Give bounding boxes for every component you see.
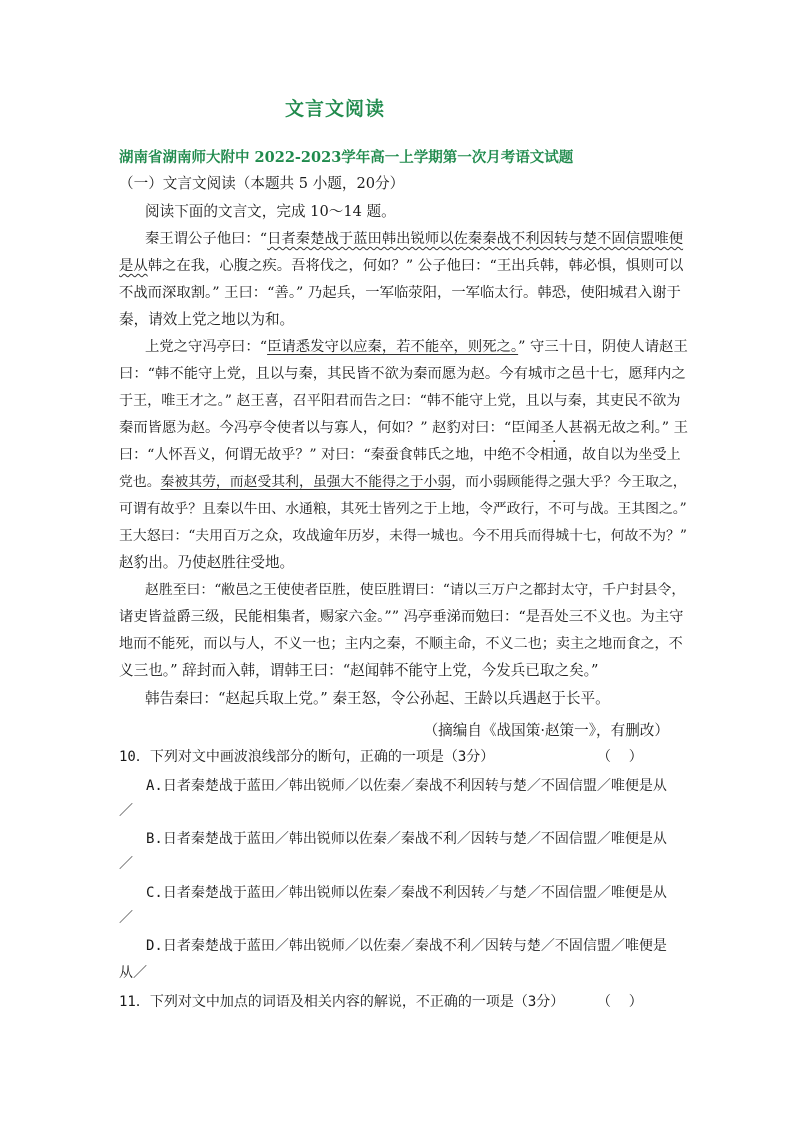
option-b-continued: ／ bbox=[119, 856, 133, 872]
passage-text: 秦王谓公子他曰：“ bbox=[145, 231, 268, 247]
passage-line: 地而不能死，而以与人，不义一也；主内之秦，不顺主命，不义二也；卖主之地而食之，不 bbox=[119, 636, 683, 652]
wavy-underlined-text: 日者秦楚战于蓝田韩出锐师以佐秦秦战不利因转与楚不固信盟唯便 bbox=[267, 231, 684, 247]
answer-blank: （ ） bbox=[597, 994, 643, 1010]
passage-text: ” 守三十日，阴使人请赵王 bbox=[518, 339, 688, 355]
option-b: B.日者秦楚战于蓝田／韩出锐师以佐秦／秦战不利／因转与楚／不固信盟／唯便是从 bbox=[146, 831, 667, 847]
wavy-underlined-text: 是从 bbox=[119, 258, 148, 274]
passage-text: 甚祸无故之利。” 王 bbox=[568, 420, 689, 436]
passage-line: 曰：“韩不能守上党，且以与秦，其民皆不欲为秦而愿为赵。今有城市之邑十七，愿拜内之 bbox=[119, 366, 686, 382]
question-10-stem: 10．下列对文中画波浪线部分的断句，正确的一项是（3分） bbox=[119, 749, 495, 765]
answer-blank: （ ） bbox=[597, 749, 643, 765]
passage-line bbox=[145, 337, 688, 357]
passage-text: ，而小弱顾能得之强大乎？今王取之， bbox=[451, 474, 687, 490]
passage-text: 韩之在我，心腹之疾。吾将伐之，何如？” 公子他曰：“王出兵韩，韩必惧，惧则可以 bbox=[147, 258, 684, 274]
option-c-continued: ／ bbox=[119, 910, 133, 926]
passage-text: 党也。 bbox=[119, 474, 161, 490]
underlined-text: 臣请悉发守以应秦，若不能卒，则死之。 bbox=[267, 339, 519, 355]
question-11-stem: 11．下列对文中加点的词语及相关内容的解说，不正确的一项是（3分） bbox=[119, 994, 565, 1010]
section-heading: （一）文言文阅读（本题共 5 小题，20分） bbox=[119, 175, 405, 192]
passage-line: 曰：“人怀吾义，何谓无故乎？” 对曰：“秦蚕食韩氏之地，中绝不令相通，故自以为坐受上 bbox=[119, 447, 681, 463]
instruction-text: 阅读下面的文言文，完成 10～14 题。 bbox=[145, 203, 396, 220]
passage-line: 赵胜至曰：“敝邑之王使使者臣胜，使臣胜谓曰：“请以三万户之都封太守，千户封县令， bbox=[145, 582, 686, 598]
dotted-word: 圣人 bbox=[539, 420, 569, 436]
passage-line bbox=[119, 256, 683, 276]
page-title: 文言文阅读 bbox=[284, 98, 385, 120]
passage-line: 秦，请效上党之地以为和。 bbox=[119, 311, 295, 328]
passage-text: 上党之守冯亭曰：“ bbox=[145, 339, 268, 355]
passage-line bbox=[119, 472, 687, 492]
passage-line: 韩告秦曰：“赵起兵取上党。” 秦王怒，令公孙起、王龄以兵遇赵于长平。 bbox=[145, 690, 610, 707]
passage-line: 诸吏皆益爵三级，民能相集者，赐家六金。”” 冯亭垂涕而勉曰：“是吾处三不义也。为主守 bbox=[119, 609, 684, 625]
passage-text: 秦而皆愿为赵。今冯亭令使者以与寡人，何如？” 赵豹对曰：“臣闻 bbox=[119, 420, 540, 436]
exam-source: 湖南省湖南师大附中 2022-2023学年高一上学期第一次月考语文试题 bbox=[119, 149, 574, 166]
passage-line: 不战而深取割。” 王曰：“善。” 乃起兵，一军临荥阳，一军临太行。韩恐，使阳城君入谢于 bbox=[119, 285, 681, 301]
passage-line bbox=[119, 418, 688, 438]
option-c: C.日者秦楚战于蓝田／韩出锐师以佐秦／秦战不利因转／与楚／不固信盟／唯便是从 bbox=[146, 885, 667, 901]
passage-line: 赵豹出。乃使赵胜往受地。 bbox=[119, 554, 295, 571]
passage-line: 可谓有故乎？且秦以牛田、水通粮，其死士皆列之于上地，令严政行，不可与战。王其图之。” bbox=[119, 501, 687, 517]
passage-line: 王大怒曰：“夫用百万之众，攻战逾年历岁，未得一城也。今不用兵而得城十七，何故不为？” bbox=[119, 528, 687, 544]
option-d: D.日者秦楚战于蓝田／韩出锐师／以佐秦／秦战不利／因转与楚／不固信盟／唯便是 bbox=[146, 938, 667, 954]
option-a: A.日者秦楚战于蓝田／韩出锐师／以佐秦／秦战不利因转与楚／不固信盟／唯便是从 bbox=[146, 778, 667, 794]
passage-line: 义三也。” 辞封而入韩，谓韩王曰：“赵闻韩不能守上党，今发兵已取之矣。” bbox=[119, 662, 599, 679]
passage-line bbox=[145, 229, 683, 249]
option-a-continued: ／ bbox=[119, 803, 133, 819]
option-d-continued: 从／ bbox=[119, 965, 147, 981]
passage-line: 于王，唯王才之。” 赵王喜，召平阳君而告之曰：“韩不能守上党，且以与秦，其吏民不欲为 bbox=[119, 393, 681, 409]
source-attribution: （摘编自《战国策·赵策一》，有删改） bbox=[423, 722, 669, 739]
underlined-text: 秦被其劳，而赵受其利，虽强大不能得之于小弱 bbox=[160, 474, 452, 490]
